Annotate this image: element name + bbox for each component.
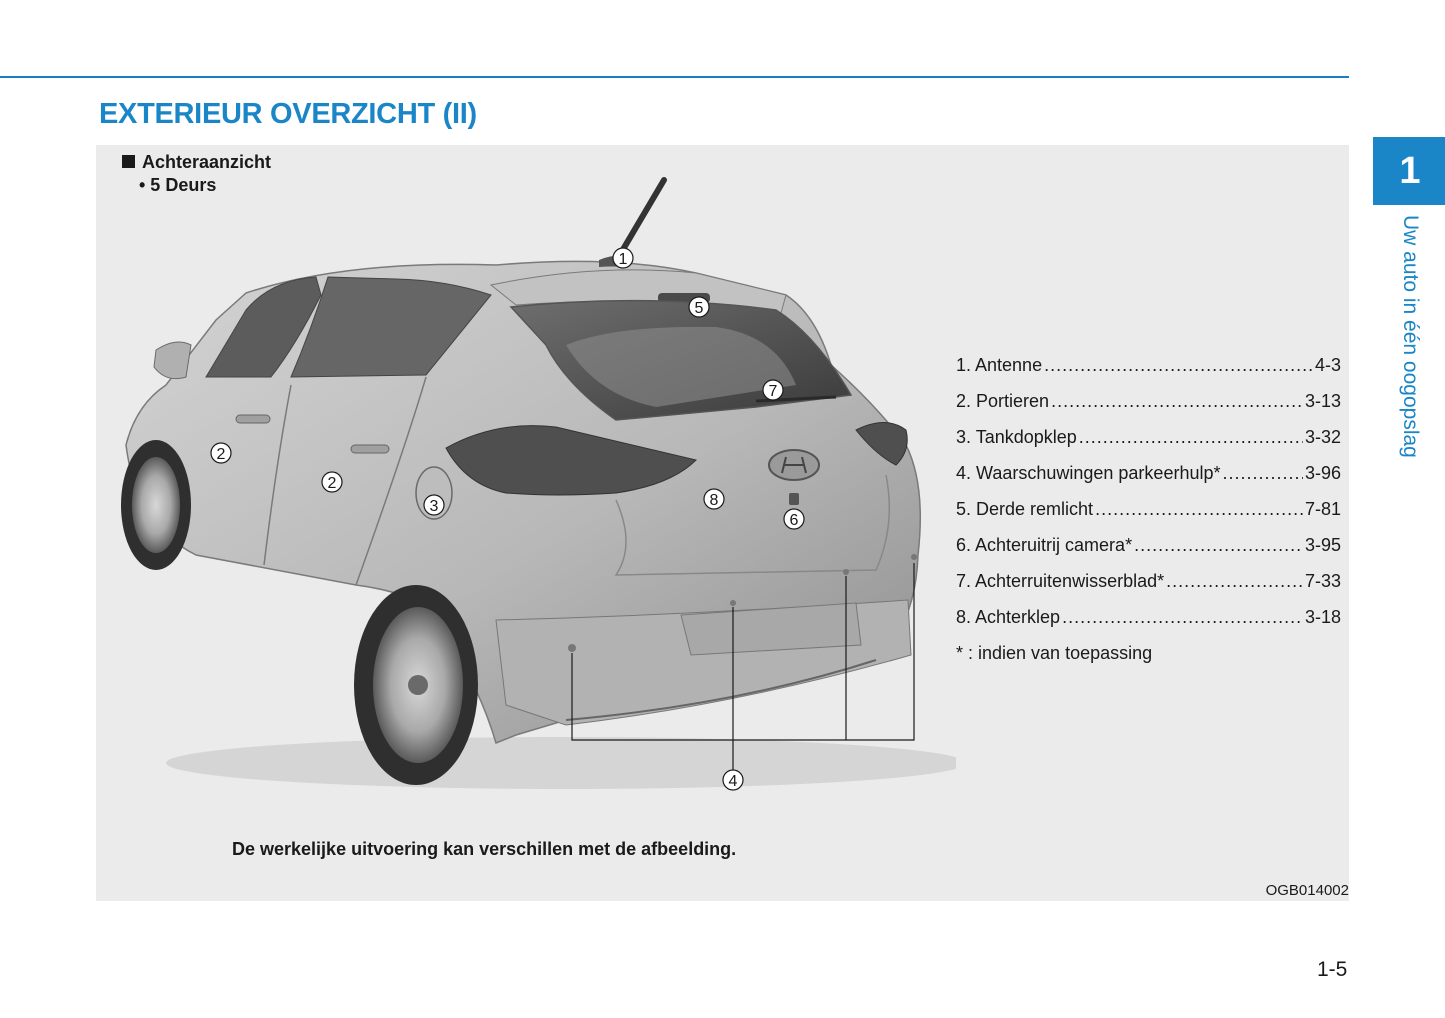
callout-door-front[interactable] (211, 443, 231, 463)
legend-item[interactable]: 1. Antenne ..... 4-3 (956, 355, 1341, 391)
header-rule (0, 76, 1349, 78)
legend-item[interactable]: 7. Achterruitenwisserblad* ..... 7-33 (956, 571, 1341, 607)
legend-item[interactable]: 5. Derde remlicht ..... 7-81 (956, 499, 1341, 535)
page-number: 1-5 (1317, 958, 1348, 981)
svg-text:6: 6 (789, 512, 799, 529)
callout-third-brake-light[interactable] (689, 297, 709, 317)
legend-item[interactable]: 2. Portieren ..... 3-13 (956, 391, 1341, 427)
chapter-side-label: Uw auto in één oogopslag (1399, 215, 1422, 458)
callout-parking-sensors[interactable] (723, 770, 743, 790)
view-label: Achteraanzicht (122, 152, 271, 173)
svg-text:2: 2 (327, 475, 337, 492)
car-rear-illustration (96, 145, 956, 835)
rear-camera (789, 493, 799, 505)
parking-sensor (730, 600, 736, 606)
svg-text:3: 3 (429, 498, 439, 515)
figure-code: OGB014002 (1265, 882, 1349, 899)
svg-text:5: 5 (694, 300, 704, 317)
svg-text:4: 4 (728, 773, 738, 790)
callout-rear-camera[interactable] (784, 509, 804, 529)
legend-note: * : indien van toepassing (956, 643, 1153, 663)
legend-item[interactable]: 3. Tankdopklep ..... 3-32 (956, 427, 1341, 463)
legend-item[interactable]: 6. Achteruitrij camera* ..... 3-95 (956, 535, 1341, 571)
parts-legend (956, 355, 1341, 679)
parking-sensor (843, 569, 849, 575)
parking-sensor (568, 644, 576, 652)
svg-text:7: 7 (768, 383, 778, 400)
view-sub-label: • 5 Deurs (139, 175, 217, 195)
svg-text:8: 8 (709, 492, 719, 509)
figure-disclaimer: De werkelijke uitvoering kan verschillen met de afbeelding. (232, 839, 737, 859)
callout-tailgate[interactable] (704, 489, 724, 509)
callout-antenna[interactable] (613, 248, 633, 268)
callout-door-rear[interactable] (322, 472, 342, 492)
page-title: EXTERIEUR OVERZICHT (II) (99, 98, 477, 130)
chapter-tab[interactable]: 1 (1373, 137, 1445, 205)
svg-text:2: 2 (216, 446, 226, 463)
callout-fuel-door[interactable] (424, 495, 444, 515)
legend-item[interactable]: 8. Achterklep ..... 3-18 (956, 607, 1341, 643)
callout-rear-wiper[interactable] (763, 380, 783, 400)
svg-text:1: 1 (618, 251, 628, 268)
parking-sensor (911, 554, 917, 560)
legend-item[interactable]: 4. Waarschuwingen parkeerhulp* ..... 3-96 (956, 463, 1341, 499)
exterior-figure (96, 145, 1349, 901)
